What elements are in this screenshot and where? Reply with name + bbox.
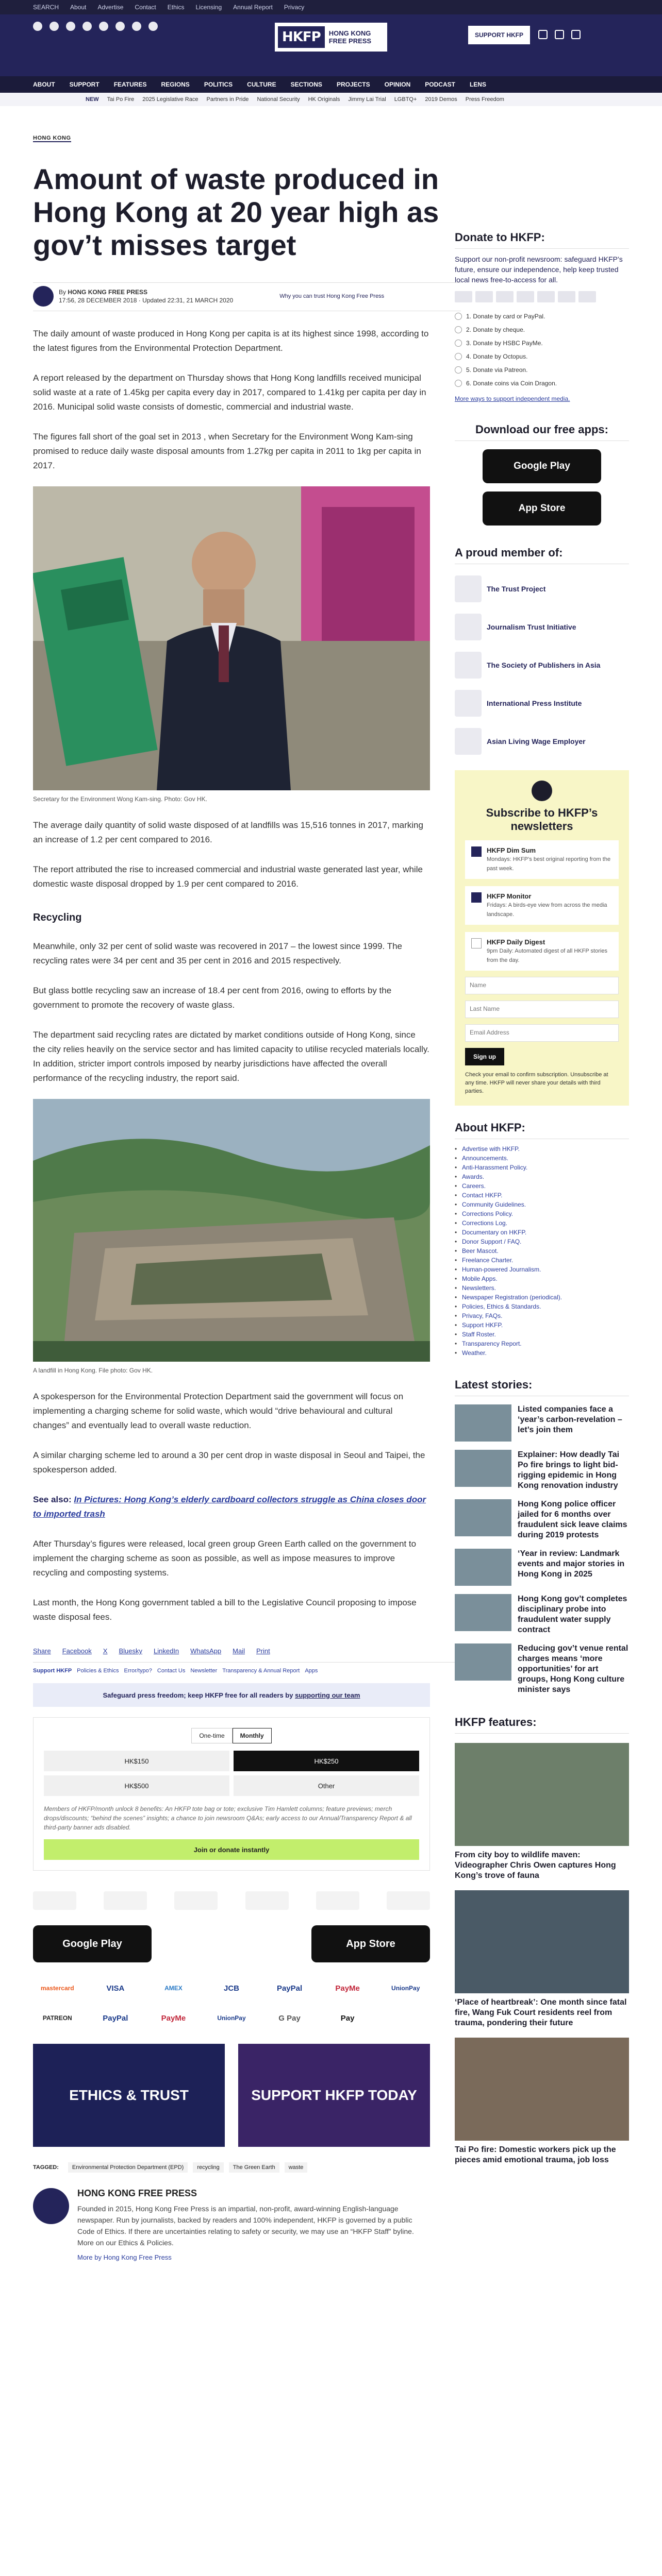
about-link[interactable]: • Awards. <box>455 1172 629 1181</box>
tag[interactable]: The Green Earth <box>229 2162 279 2173</box>
contact-link[interactable]: Contact Us <box>157 1668 186 1674</box>
about-link[interactable]: • Privacy, FAQs. <box>455 1311 629 1320</box>
topbar-ethics[interactable]: Ethics <box>167 4 185 11</box>
author-box-name[interactable]: HONG KONG FREE PRESS <box>77 2188 197 2198</box>
article-paragraph: A spokesperson for the Environmental Protection Department said the government will focus on implementing a charging scheme for solid waste, which would “drive behavioural and cultural changes” and eventually lead to overall waste reduction. <box>33 1392 404 1430</box>
topbar-search[interactable]: SEARCH <box>33 4 59 11</box>
patreon-icon: PATREON <box>42 2014 72 2022</box>
article-title: Amount of waste produced in Hong Kong at 20 year high as gov’t misses target <box>33 163 439 261</box>
share-facebook[interactable]: Facebook <box>62 1647 92 1655</box>
share-bar <box>33 1647 461 1655</box>
about-link[interactable]: • Advertise with HKFP. <box>455 1144 629 1154</box>
author-box-avatar <box>33 2188 69 2224</box>
main-nav <box>0 76 662 93</box>
share-mail[interactable]: Mail <box>233 1647 245 1655</box>
newsletter-option[interactable]: HKFP Daily Digest 9pm Daily: Automated digest of all HKFP stories from the day. <box>465 932 619 971</box>
nav-podcast[interactable]: PODCAST <box>425 81 455 88</box>
site-logo[interactable] <box>275 23 387 52</box>
card-icon <box>558 291 575 302</box>
sidebar-members <box>455 546 629 755</box>
sidebar-app-store[interactable]: App Store <box>483 492 601 526</box>
trust-link[interactable]: Why you can trust Hong Kong Free Press <box>279 293 385 299</box>
about-link[interactable]: • Newspaper Registration (periodical). <box>455 1293 629 1302</box>
sidebar-features <box>455 1716 629 2165</box>
story-thumbnail <box>455 1643 511 1681</box>
donate-text: Support our non-profit newsroom: safeguard HKFP’s future, ensure our independence, help keep trusted local news free-to-access for all. <box>455 255 623 284</box>
nav-opinion[interactable]: OPINION <box>384 81 411 88</box>
youtube-icon[interactable] <box>115 22 125 31</box>
donate-option[interactable]: 6. Donate coins via Coin Dragon. <box>455 377 629 390</box>
trust-project-logo <box>455 575 482 602</box>
bluesky-icon[interactable] <box>99 22 108 31</box>
donate-options <box>455 310 629 390</box>
social-links <box>33 22 158 31</box>
card-icon <box>578 291 596 302</box>
share-print[interactable]: Print <box>256 1647 270 1655</box>
instagram-icon[interactable] <box>66 22 75 31</box>
support-banner[interactable]: SUPPORT HKFP TODAY <box>238 2044 430 2147</box>
about-heading: About HKFP: <box>455 1121 629 1139</box>
article-photo-minister <box>33 486 430 790</box>
newsletter-heading: Subscribe to HKFP’s newsletters <box>486 806 598 833</box>
photo-caption: Secretary for the Environment Wong Kam-sing. Photo: Gov HK. <box>33 795 207 803</box>
about-link[interactable]: • Weather. <box>455 1348 629 1358</box>
card-icon <box>537 291 555 302</box>
apps-link[interactable]: Apps <box>305 1668 318 1674</box>
member-org[interactable]: Asian Living Wage Employer <box>455 728 629 755</box>
badge-sopa[interactable] <box>174 1891 218 1910</box>
donate-option[interactable]: 1. Donate by card or PayPal. <box>455 310 629 323</box>
trending-item[interactable]: 2025 Legislative Race <box>142 96 198 103</box>
freq-monthly[interactable]: Monthly <box>233 1728 272 1743</box>
nav-about[interactable]: ABOUT <box>33 81 55 88</box>
newsletter-link[interactable]: Newsletter <box>190 1668 218 1674</box>
donation-widget <box>33 1717 430 1871</box>
join-donate-button[interactable]: Join or donate instantly <box>44 1839 419 1860</box>
topbar-privacy[interactable]: Privacy <box>284 4 305 11</box>
amount-option-selected[interactable]: HK$250 <box>234 1751 419 1771</box>
badge-jti[interactable] <box>104 1891 147 1910</box>
tag[interactable]: Environmental Protection Department (EPD) <box>68 2162 188 2173</box>
feature-story[interactable]: Tai Po fire: Domestic workers pick up the pieces amid emotional trauma, job loss <box>455 2038 629 2165</box>
error-link[interactable]: Error/typo? <box>124 1668 152 1674</box>
living-wage-logo <box>455 728 482 755</box>
see-also <box>33 1493 430 1521</box>
email-field[interactable]: Email Address <box>465 1024 619 1042</box>
feature-story[interactable]: ‘Place of heartbreak’: One month since fatal fire, Wang Fuk Court residents reel from trauma, pondering their future <box>455 1890 629 2028</box>
unionpay-icon: UnionPay <box>217 2014 246 2022</box>
sidebar-latest <box>455 1378 629 1695</box>
nav-support[interactable]: SUPPORT <box>69 81 100 88</box>
payment-card-icons <box>455 291 629 302</box>
google-pay-icon: G Pay <box>278 2013 301 2023</box>
nav-regions[interactable]: REGIONS <box>161 81 190 88</box>
latest-story[interactable]: Reducing gov’t venue rental charges means ‘more opportunities’ for art groups, Hong Kong culture minister says <box>455 1643 629 1695</box>
trending-item[interactable]: Press Freedom <box>465 96 504 103</box>
donate-option[interactable]: 5. Donate via Patreon. <box>455 363 629 377</box>
see-also-link[interactable]: In Pictures: Hong Kong’s elderly cardboard collectors struggle as China closes door to imported trash <box>33 1495 426 1519</box>
checkbox-icon[interactable] <box>471 938 482 948</box>
trending-item[interactable]: Partners in Pride <box>206 96 249 103</box>
trending-item[interactable]: Tai Po Fire <box>107 96 135 103</box>
amount-option[interactable]: HK$500 <box>44 1775 229 1796</box>
minister-photo-svg <box>33 486 430 790</box>
share-x[interactable]: X <box>103 1647 108 1655</box>
article-paragraph: The average daily quantity of solid waste disposed of at landfills was 15,516 tonnes in 2017, marking an increase of 1.2 per cent compared to 2016. <box>33 820 423 844</box>
article-category[interactable]: HONG KONG <box>33 135 71 141</box>
section-subheading: Recycling <box>33 912 82 923</box>
about-link[interactable]: • Anti-Harassment Policy. <box>455 1163 629 1172</box>
frequency-toggle <box>44 1728 419 1743</box>
author-box <box>33 2188 430 2261</box>
about-link[interactable]: • Newsletters. <box>455 1283 629 1293</box>
nav-features[interactable]: FEATURES <box>113 81 147 88</box>
search-icon[interactable] <box>555 30 564 39</box>
author-more-link[interactable]: More by Hong Kong Free Press <box>77 2253 172 2261</box>
ethics-banner[interactable]: ETHICS & TRUST <box>33 2044 225 2147</box>
payme-icon: PayMe <box>335 1984 360 1993</box>
about-link[interactable]: • Policies, Ethics & Standards. <box>455 1302 629 1311</box>
support-hkfp-button[interactable]: SUPPORT HKFP <box>468 26 530 44</box>
article-paragraph: The department said recycling rates are dictated by market conditions outside of Hong Kong, since the city relies heavily on the service sector and has limited capacity to utilise recycled materials locally. In addition, stricter import controls imposed by nearby jurisdictions have affected the overall performance of the recycling industry, the report said. <box>33 1030 429 1083</box>
article-paragraph: The daily amount of waste produced in Hong Kong per capita is at its highest since 1998, according to the latest figures from the Environmental Protection Department. <box>33 329 429 353</box>
newsletter-note: Check your email to confirm subscription. Unsubscribe at any time. HKFP will never share your details with third parties. <box>465 1072 608 1094</box>
sidebar-about <box>455 1121 629 1358</box>
about-list <box>455 1144 629 1358</box>
article-photo-landfill <box>33 1099 430 1362</box>
newsletter-option[interactable]: HKFP Monitor Fridays: A birds-eye view from across the media landscape. <box>465 886 619 925</box>
trending-item[interactable]: Jimmy Lai Trial <box>348 96 386 103</box>
about-link[interactable]: • Support HKFP. <box>455 1320 629 1330</box>
badge-extra[interactable] <box>387 1891 430 1910</box>
card-icon <box>455 291 472 302</box>
user-icon[interactable] <box>538 30 548 39</box>
author-box-bio: Founded in 2015, Hong Kong Free Press is an impartial, non-profit, award-winning English-language newspaper. Run by journalists, backed by readers and 100% independent, HKFP is governed by a public Code of Ethics. If there are uncertainties relating to safety or security, we may use an “HKFP Staff” byline. More on our Ethics & Policies. <box>77 2205 414 2247</box>
nav-politics[interactable]: POLITICS <box>204 81 233 88</box>
badge-living-wage[interactable] <box>316 1891 359 1910</box>
share-label: Share <box>33 1647 51 1655</box>
app-store-button[interactable]: App Store <box>311 1925 430 1962</box>
topbar-contact[interactable]: Contact <box>135 4 156 11</box>
amount-option[interactable]: HK$150 <box>44 1751 229 1771</box>
member-org[interactable]: The Society of Publishers in Asia <box>455 652 629 679</box>
member-org[interactable]: Journalism Trust Initiative <box>455 614 629 640</box>
amount-grid <box>44 1751 419 1796</box>
story-thumbnail <box>455 1404 511 1442</box>
jti-logo <box>455 614 482 640</box>
card-icon <box>496 291 514 302</box>
story-thumbnail <box>455 1499 511 1536</box>
sopa-logo <box>455 652 482 679</box>
trending-item[interactable]: 2019 Demos <box>425 96 457 103</box>
latest-story[interactable]: Hong Kong police officer jailed for 6 months over fraudulent sick leave claims during 2019 protests <box>455 1499 629 1540</box>
article-paragraph: A report released by the department on Thursday shows that Hong Kong landfills received municipal solid waste at a rate of 1.45kg per capita every day in 2017, compared to 1.41kg per capita per day in 2016. Municipal solid waste consists of domestic, commercial and industrial waste. <box>33 373 426 412</box>
sidebar-google-play[interactable]: Google Play <box>483 449 601 483</box>
article-paragraph: After Thursday’s figures were released, local green group Green Earth called on the government to implement the charging scheme as soon as possible, as well as impose measures to improve recycling and composting systems. <box>33 1539 417 1578</box>
tag[interactable]: recycling <box>193 2162 223 2173</box>
trending-item[interactable]: National Security <box>257 96 300 103</box>
newsletter-option[interactable]: HKFP Dim Sum Mondays: HKFP’s best original reporting from the past week. <box>465 840 619 879</box>
badge-trust-project[interactable] <box>33 1891 76 1910</box>
story-thumbnail <box>455 1594 511 1631</box>
donate-option[interactable]: 3. Donate by HSBC PayMe. <box>455 336 629 350</box>
tag[interactable]: waste <box>285 2162 308 2173</box>
linkedin-icon[interactable] <box>132 22 141 31</box>
photo-caption: A landfill in Hong Kong. File photo: Gov HK. <box>33 1367 153 1374</box>
about-link[interactable]: • Careers. <box>455 1181 629 1191</box>
mail-icon <box>532 781 552 801</box>
nav-sections[interactable]: SECTIONS <box>290 81 322 88</box>
topbar-advertise[interactable]: Advertise <box>97 4 124 11</box>
member-org[interactable]: International Press Institute <box>455 690 629 717</box>
about-link[interactable]: • Community Guidelines. <box>455 1200 629 1209</box>
share-whatsapp[interactable]: WhatsApp <box>190 1647 222 1655</box>
last-name-field[interactable]: Last Name <box>465 1001 619 1018</box>
more-ways-link[interactable]: More ways to support independent media. <box>455 395 570 402</box>
apps-heading: Download our free apps: <box>455 423 629 441</box>
about-link[interactable]: • Corrections Log. <box>455 1218 629 1228</box>
share-bluesky[interactable]: Bluesky <box>119 1647 142 1655</box>
latest-story[interactable]: ‘Year in review: Landmark events and major stories in Hong Kong in 2025 <box>455 1549 629 1586</box>
signup-button[interactable]: Sign up <box>465 1048 504 1065</box>
mastercard-icon: mastercard <box>40 1985 74 1992</box>
see-also-label: See also: <box>33 1495 72 1504</box>
paypal-icon: PayPal <box>103 2013 128 2023</box>
payme-icon: PayMe <box>161 2013 186 2023</box>
support-link[interactable]: Support HKFP <box>33 1668 72 1674</box>
safeguard-text: Safeguard press freedom; keep HKFP free for all readers by <box>103 1691 293 1699</box>
article-dates: 17:56, 28 DECEMBER 2018 · Updated 22:31, 21 MARCH 2020 <box>59 297 234 304</box>
topbar-about[interactable]: About <box>70 4 87 11</box>
nav-projects[interactable]: PROJECTS <box>336 81 370 88</box>
tags-label: TAGGED: <box>33 2164 59 2171</box>
amex-icon: AMEX <box>164 1985 183 1992</box>
safeguard-banner <box>33 1683 430 1707</box>
about-link[interactable]: • Donor Support / FAQ. <box>455 1237 629 1246</box>
latest-heading: Latest stories: <box>455 1378 629 1396</box>
latest-story[interactable]: Explainer: How deadly Tai Po fire brings to light bid-rigging epidemic in Hong Kong renovation industry <box>455 1450 629 1491</box>
about-link[interactable]: • Corrections Policy. <box>455 1209 629 1218</box>
nav-lens[interactable]: LENS <box>469 81 486 88</box>
tags-row <box>33 2162 461 2173</box>
threads-icon[interactable] <box>82 22 92 31</box>
article-paragraph: The report attributed the rise to increased commercial and industrial waste generated last year, while domestic waste disposal dropped by 1.9 per cent compared to 2016. <box>33 865 423 889</box>
about-link[interactable]: • Staff Roster. <box>455 1330 629 1339</box>
about-link[interactable]: • Mobile Apps. <box>455 1274 629 1283</box>
checkbox-icon[interactable] <box>471 892 482 903</box>
share-linkedin[interactable]: LinkedIn <box>154 1647 179 1655</box>
author-avatar <box>33 286 54 307</box>
about-link[interactable]: • Beer Mascot. <box>455 1246 629 1256</box>
latest-story[interactable]: Listed companies face a ‘year’s carbon-revelation – let’s join them <box>455 1404 629 1442</box>
menu-icon[interactable] <box>571 30 581 39</box>
x-icon[interactable] <box>49 22 59 31</box>
support-links-row <box>33 1662 461 1679</box>
apple-pay-icon: Pay <box>340 2013 355 2023</box>
telegram-icon[interactable] <box>148 22 158 31</box>
google-play-button[interactable]: Google Play <box>33 1925 152 1962</box>
donate-option[interactable]: 2. Donate by cheque. <box>455 323 629 336</box>
app-store-row <box>33 1925 430 1962</box>
article-byline <box>33 282 461 311</box>
article-paragraph: But glass bottle recycling saw an increase of 18.4 per cent from 2016, owing to efforts by the government to promote the recovery of waste glass. <box>33 986 392 1010</box>
checkbox-icon[interactable] <box>471 846 482 857</box>
author-name[interactable]: HONG KONG FREE PRESS <box>68 289 148 296</box>
badge-ipi[interactable] <box>245 1891 289 1910</box>
ipi-logo <box>455 690 482 717</box>
latest-story[interactable]: Hong Kong gov’t completes disciplinary probe into fraudulent water supply contract <box>455 1594 629 1635</box>
logo-mark: HKFP <box>278 26 325 48</box>
header-icons <box>538 30 581 39</box>
member-heading: A proud member of: <box>455 546 629 564</box>
about-link[interactable]: • Transparency Report. <box>455 1339 629 1348</box>
nav-culture[interactable]: CULTURE <box>247 81 276 88</box>
about-link[interactable]: • Documentary on HKFP. <box>455 1228 629 1237</box>
story-thumbnail <box>455 1450 511 1487</box>
amount-option[interactable]: Other <box>234 1775 419 1796</box>
article-paragraph: The figures fall short of the goal set in 2013 , when Secretary for the Environment Wong Kam-sing promised to reduce daily waste disposal amounts from 1.27kg per capita in 2011 to 1kg per capita in 2017. <box>33 432 421 470</box>
features-heading: HKFP features: <box>455 1716 629 1734</box>
topbar-licensing[interactable]: Licensing <box>195 4 222 11</box>
card-icon <box>475 291 493 302</box>
about-link[interactable]: • Human-powered Journalism. <box>455 1265 629 1274</box>
promo-banners <box>33 2044 430 2147</box>
donate-heading: Donate to HKFP: <box>455 231 629 249</box>
member-badges-row <box>33 1891 430 1910</box>
trending-item[interactable]: HK Originals <box>308 96 340 103</box>
trending-label: NEW <box>86 96 99 103</box>
feature-image <box>455 1890 629 1993</box>
about-link[interactable]: • Contact HKFP. <box>455 1191 629 1200</box>
sidebar-donate <box>455 231 629 402</box>
trending-item[interactable]: LGBTQ+ <box>394 96 417 103</box>
facebook-icon[interactable] <box>33 22 42 31</box>
story-thumbnail <box>455 1549 511 1586</box>
payment-methods <box>33 1978 430 2028</box>
about-link[interactable]: • Announcements. <box>455 1154 629 1163</box>
policies-link[interactable]: Policies & Ethics <box>77 1668 119 1674</box>
jcb-icon: JCB <box>223 1984 239 1993</box>
card-icon <box>517 291 534 302</box>
article-paragraph: Meanwhile, only 32 per cent of solid waste was recovered in 2017 – the lowest since 1999. The recycling rates were 34 per cent and 35 per cent in 2016 and 2015 respectively. <box>33 941 402 965</box>
sidebar <box>455 231 629 2165</box>
about-link[interactable]: • Freelance Charter. <box>455 1256 629 1265</box>
name-field[interactable]: Name <box>465 977 619 994</box>
visa-icon: VISA <box>106 1984 125 1993</box>
landfill-photo-svg <box>33 1099 430 1362</box>
transparency-link[interactable]: Transparency & Annual Report <box>222 1668 300 1674</box>
member-org[interactable]: The Trust Project <box>455 575 629 602</box>
article-paragraph: A similar charging scheme led to around a 30 per cent drop in waste disposal in Seoul and Taipei, the spokesperson added. <box>33 1450 425 1475</box>
topbar-annual-report[interactable]: Annual Report <box>233 4 273 11</box>
top-utility-bar <box>0 0 662 14</box>
unionpay-icon: UnionPay <box>391 1985 420 1992</box>
freq-one-time[interactable]: One-time <box>191 1728 232 1743</box>
byline-prefix: By <box>59 289 67 296</box>
safeguard-link[interactable]: supporting our team <box>295 1691 360 1699</box>
paypal-icon: PayPal <box>276 1984 303 1993</box>
logo-text: HONG KONG FREE PRESS <box>328 29 372 45</box>
sidebar-apps <box>455 423 629 526</box>
membership-text: Members of HKFP/month unlock 8 benefits: An HKFP tote bag or tote; exclusive Tim Hamlett columns; feature previews; merch drops/discounts; “behind the scenes” insights; a chance to join newsroom Q&As; early access to our Annual/Transparency Report & all third-party banner ads disabled. <box>44 1805 412 1831</box>
article-paragraph: Last month, the Hong Kong government tabled a bill to the Legislative Council proposing to impose waste disposal fees. <box>33 1598 417 1622</box>
donate-option[interactable]: 4. Donate by Octopus. <box>455 350 629 363</box>
feature-image <box>455 1743 629 1846</box>
newsletter-signup <box>455 770 629 1106</box>
trending-bar <box>0 93 662 106</box>
article-main <box>33 106 461 2261</box>
feature-image <box>455 2038 629 2141</box>
feature-story[interactable]: From city boy to wildlife maven: Videographer Chris Owen captures Hong Kong’s trove of fauna <box>455 1743 629 1881</box>
